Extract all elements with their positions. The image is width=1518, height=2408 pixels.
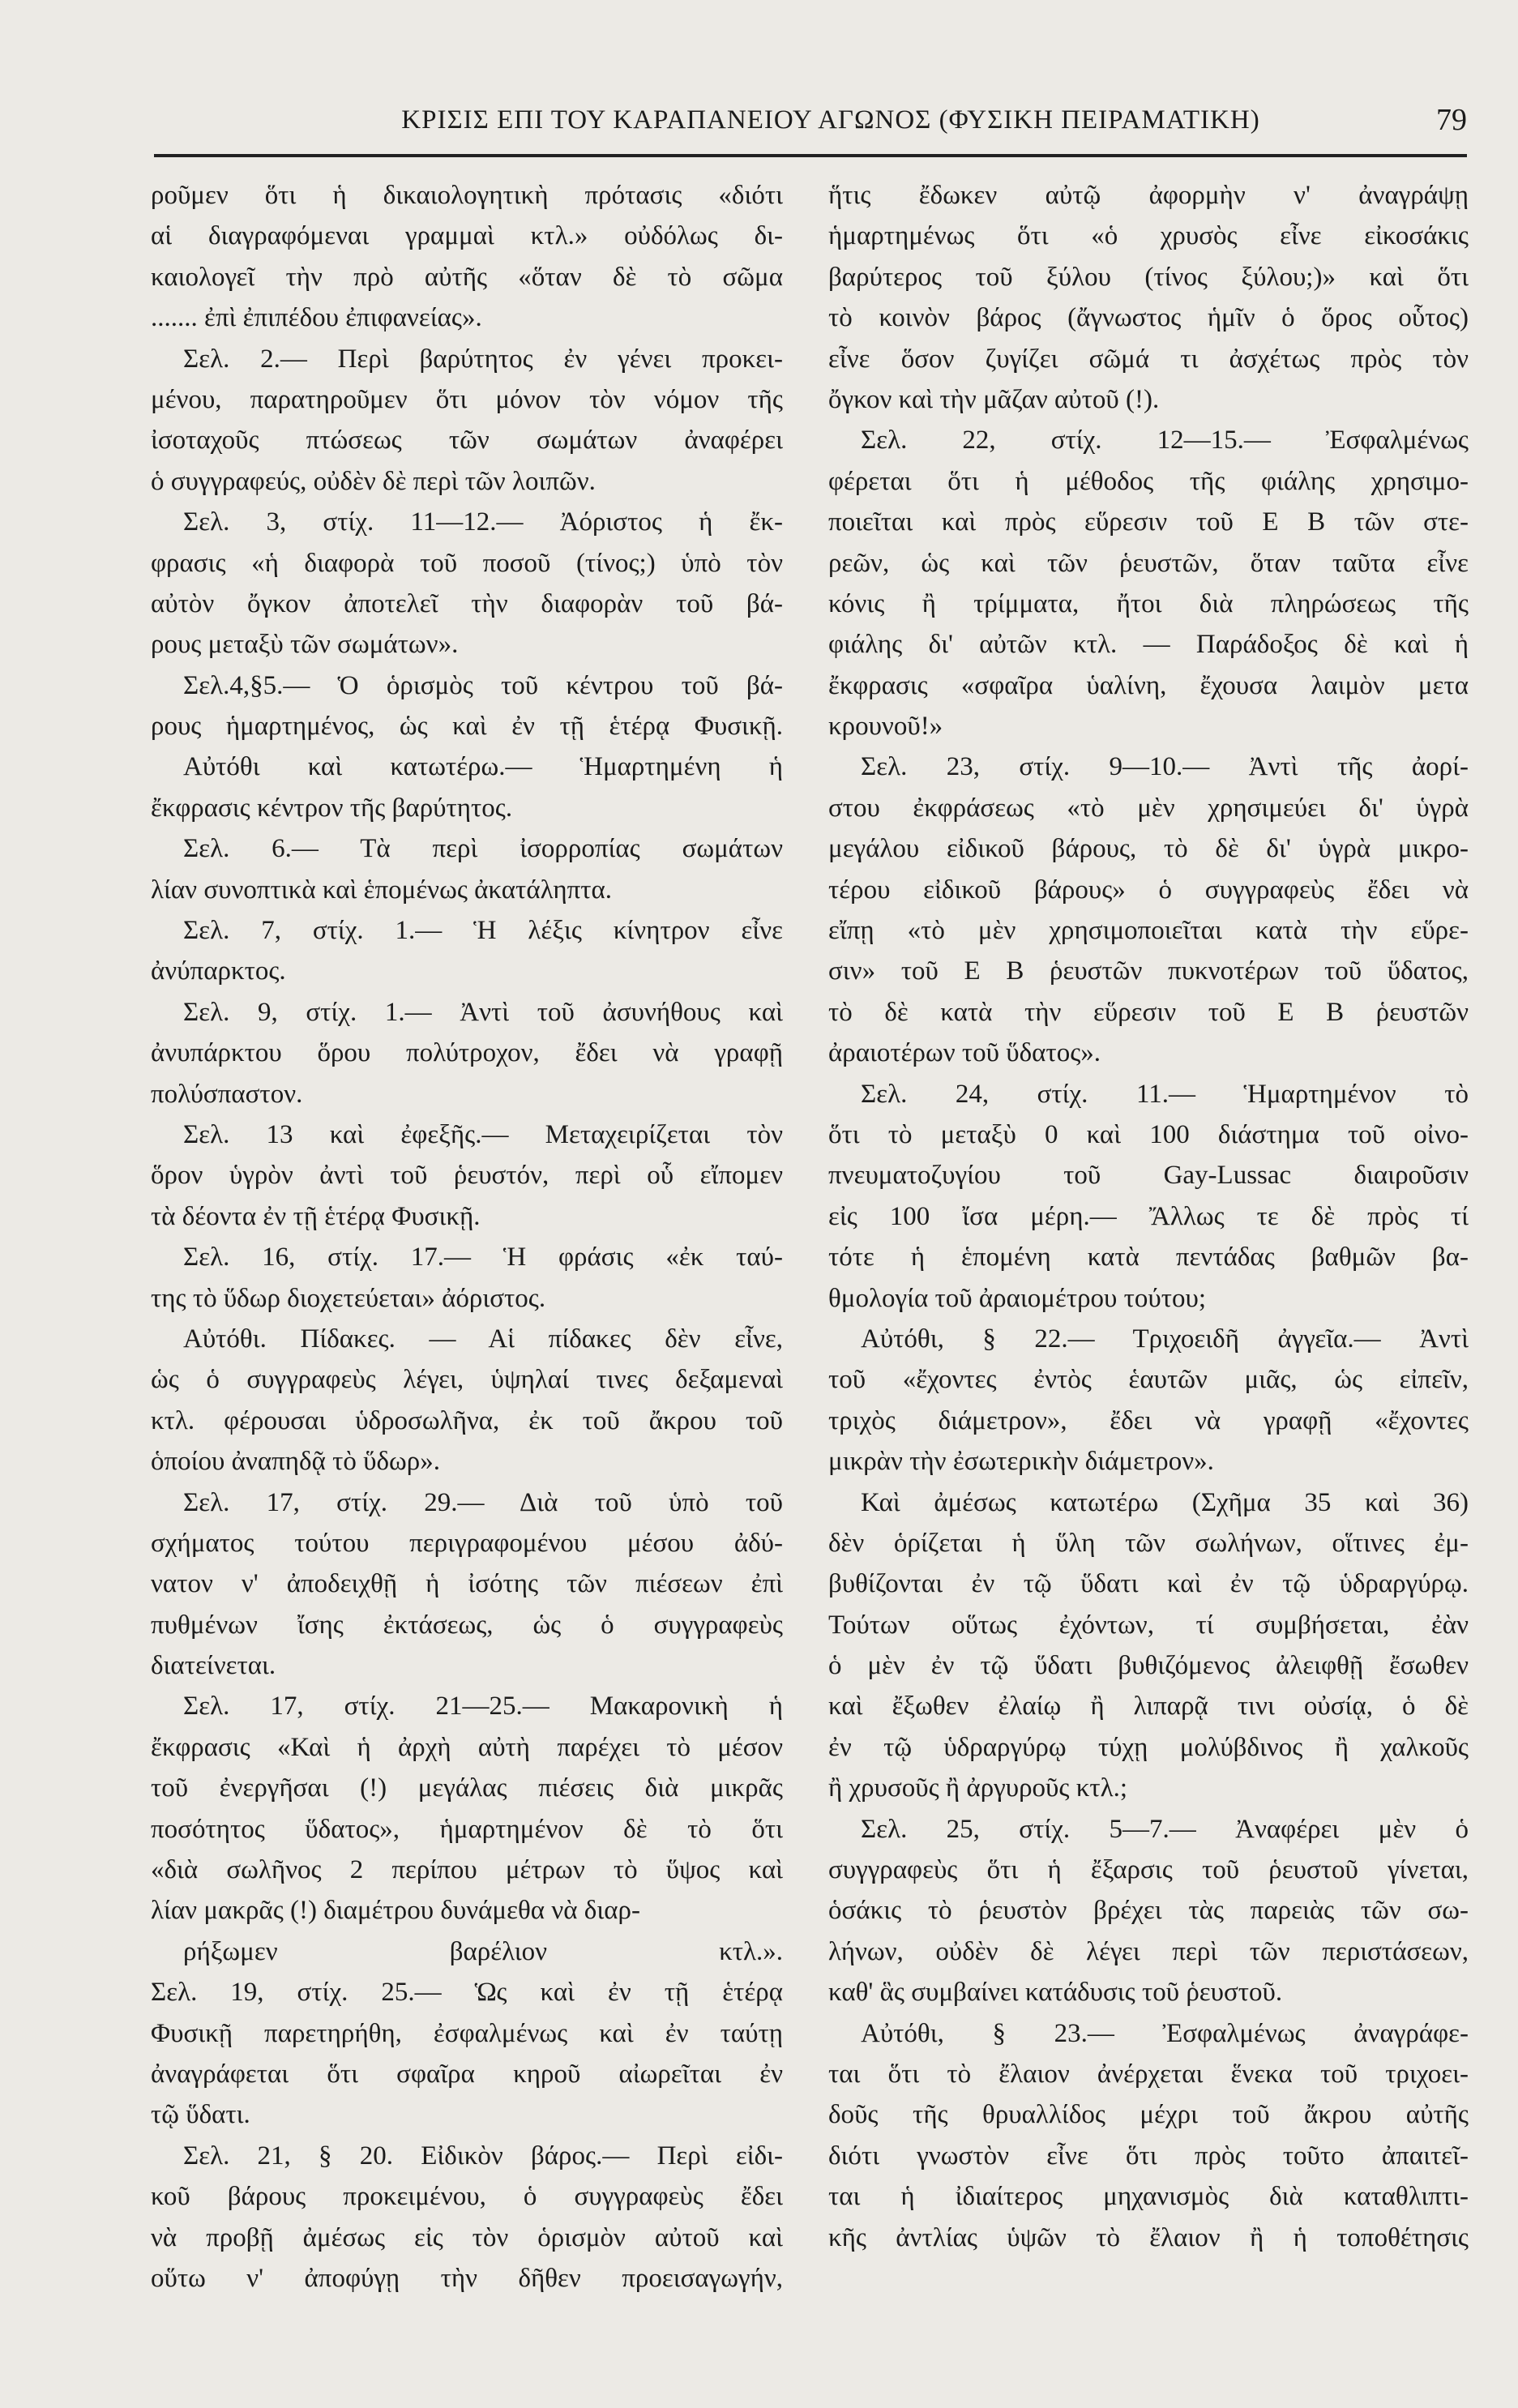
page-header <box>154 102 1467 151</box>
text-line: βυθίζονται ἐν τῷ ὕδατι καὶ ἐν τῷ ὑδραργύρῳ. <box>828 1569 1469 1599</box>
text-line: διότι γνωστὸν εἶνε ὅτι πρὸς τοῦτο ἀπαιτεῖ- <box>828 2141 1469 2171</box>
text-line: ἢ χρυσοῦς ἢ ἀργυροῦς κτλ.; <box>828 1773 1128 1803</box>
text-line: φιάλης δι' αὐτῶν κτλ. — Παράδοξος δὲ καὶ ἡ <box>828 630 1469 660</box>
text-line: λήνων, οὐδὲν δὲ λέγει περὶ τῶν περιστάσεων, <box>828 1936 1469 1966</box>
text-line: ὁ συγγραφεύς, οὐδὲν δὲ περὶ τῶν λοιπῶν. <box>151 466 596 496</box>
text-line: ὡς ὁ συγγραφεὺς λέγει, ὑψηλαί τινες δεξαμεναὶ <box>151 1365 783 1395</box>
text-line: σχήματος τούτου περιγραφομένου μέσου ἀδύ- <box>151 1528 783 1558</box>
text-line: εἶνε ὅσον ζυγίζει σῶμά τι ἀσχέτως πρὸς τὸν <box>828 344 1469 374</box>
text-line: ὁ μὲν ἐν τῷ ὕδατι βυθιζόμενος ἀλειφθῇ ἔσωθεν <box>828 1651 1469 1681</box>
text-line: στου ἐκφράσεως «τὸ μὲν χρησιμεύει δι' ὑγρὰ <box>828 793 1469 823</box>
text-line: ὅρον ὑγρὸν ἀντὶ τοῦ ῥευστόν, περὶ οὗ εἴπομεν <box>151 1161 783 1191</box>
text-line: τὸ δὲ κατὰ τὴν εὕρεσιν τοῦ Ε Β ῥευστῶν <box>828 997 1469 1027</box>
header-rule <box>154 154 1467 157</box>
text-line: της τὸ ὕδωρ διοχετεύεται» ἀόριστος. <box>151 1283 546 1313</box>
text-line: ρήξωμεν βαρέλιον κτλ.». <box>183 1936 783 1966</box>
text-line: ἀναγράφεται ὅτι σφαῖρα κηροῦ αἰωρεῖται ἐν <box>151 2059 783 2089</box>
text-line: ὅτι τὸ μεταξὺ 0 καὶ 100 διάστημα τοῦ οἰνο- <box>828 1119 1469 1149</box>
text-line: Σελ. 19, στίχ. 25.— Ὡς καὶ ἐν τῇ ἑτέρᾳ <box>151 1978 783 2008</box>
text-line: ἔκφρασις «Καὶ ἡ ἀρχὴ αὐτὴ παρέχει τὸ μέσον <box>151 1732 783 1762</box>
text-line: «διὰ σωλῆνος 2 περίπου μέτρων τὸ ὕψος καὶ <box>151 1855 783 1885</box>
text-line: δοῦς τῆς θρυαλλίδος μέχρι τοῦ ἄκρου αὐτῆς <box>828 2100 1469 2130</box>
text-line: ποσότητος ὕδατος», ἡμαρτημένον δὲ τὸ ὅτι <box>151 1814 783 1844</box>
text-line: ἔκφρασις «σφαῖρα ὑαλίνη, ἔχουσα λαιμὸν μετα <box>828 670 1469 700</box>
text-line: τῷ ὕδατι. <box>151 2100 250 2130</box>
text-line: Αὐτόθι, § 22.— Τριχοειδῆ ἀγγεῖα.— Ἀντὶ <box>861 1324 1469 1354</box>
text-line: ....... ἐπὶ ἐπιπέδου ἐπιφανείας». <box>151 303 482 333</box>
text-line: αὐτὸν ὄγκον ἀποτελεῖ τὴν διαφορὰν τοῦ βά- <box>151 588 783 618</box>
text-line: Σελ. 13 καὶ ἐφεξῆς.— Μεταχειρίζεται τὸν <box>183 1119 783 1149</box>
text-line: Σελ. 21, § 20. Εἰδικὸν βάρος.— Περὶ εἰδι- <box>183 2141 783 2171</box>
text-line: κῆς ἀντλίας ὑψῶν τὸ ἔλαιον ἢ ἡ τοποθέτησις <box>828 2222 1469 2252</box>
text-line: ἀραιοτέρων τοῦ ὕδατος». <box>828 1038 1101 1068</box>
text-line: ἔκφρασις κέντρον τῆς βαρύτητος. <box>151 793 513 823</box>
text-line: τοῦ «ἔχοντες ἐντὸς ἑαυτῶν μιᾶς, ὡς εἰπεῖν, <box>828 1365 1469 1395</box>
text-line: κτλ. φέρουσαι ὑδροσωλῆνα, ἐκ τοῦ ἄκρου τοῦ <box>151 1405 783 1435</box>
text-line: Τούτων οὕτως ἐχόντων, τί συμβήσεται, ἐὰν <box>828 1610 1469 1640</box>
text-line: ἀνύπαρκτος. <box>151 956 286 986</box>
text-line: ται ὅτι τὸ ἔλαιον ἀνέρχεται ἕνεκα τοῦ τριχοει- <box>828 2059 1469 2089</box>
text-line: διατείνεται. <box>151 1651 276 1681</box>
text-line: Σελ. 2.— Περὶ βαρύτητος ἐν γένει προκει- <box>183 344 783 374</box>
text-line: Φυσικῇ παρετηρήθη, ἐσφαλμένως καὶ ἐν ταύτῃ <box>151 2018 783 2048</box>
text-line: σιν» τοῦ Ε Β ῥευστῶν πυκνοτέρων τοῦ ὕδατος, <box>828 956 1469 986</box>
text-line: εἴπῃ «τὸ μὲν χρησιμοποιεῖται κατὰ τὴν εὕρε- <box>828 916 1469 946</box>
text-line: οὕτω ν' ἀποφύγῃ τὴν δῆθεν προεισαγωγήν, <box>151 2263 783 2293</box>
text-line: ρεῶν, ὡς καὶ τῶν ῥευστῶν, ὅταν ταῦτα εἶνε <box>828 548 1469 578</box>
text-line: μικρὰν τὴν ἐσωτερικὴν διάμετρον». <box>828 1447 1214 1477</box>
text-line: κρουνοῦ!» <box>828 712 943 742</box>
text-line: Σελ. 7, στίχ. 1.— Ἡ λέξις κίνητρον εἶνε <box>183 916 783 946</box>
text-line: κοῦ βάρους προκειμένου, ὁ συγγραφεὺς ἔδει <box>151 2182 783 2212</box>
text-line: πυθμένων ἴσης ἐκτάσεως, ὡς ὁ συγγραφεὺς <box>151 1610 783 1640</box>
text-line: φρασις «ἡ διαφορὰ τοῦ ποσοῦ (τίνος;) ὑπὸ τὸν <box>151 548 783 578</box>
text-line: ὁποίου ἀναπηδᾷ τὸ ὕδωρ». <box>151 1447 440 1477</box>
text-line: ὁσάκις τὸ ῥευστὸν βρέχει τὰς παρειὰς τῶν σω- <box>828 1896 1469 1926</box>
text-line: πνευματοζυγίου τοῦ Gay-Lussac διαιροῦσιν <box>828 1161 1469 1191</box>
text-line: μεγάλου εἰδικοῦ βάρους, τὸ δὲ δι' ὑγρὰ μικρο- <box>828 834 1469 864</box>
text-line: ἡμαρτημένως ὅτι «ὁ χρυσὸς εἶνε εἰκοσάκις <box>828 221 1469 251</box>
text-line: Σελ. 22, στίχ. 12—15.— Ἐσφαλμένως <box>861 426 1469 456</box>
text-line: Σελ. 17, στίχ. 29.— Διὰ τοῦ ὑπὸ τοῦ <box>183 1487 783 1517</box>
text-line: Σελ.4,§5.— Ὁ ὁρισμὸς τοῦ κέντρου τοῦ βά- <box>183 670 783 700</box>
text-line: ται ἡ ἰδιαίτερος μηχανισμὸς διὰ καταθλιπτι- <box>828 2182 1469 2212</box>
text-line: Καὶ ἀμέσως κατωτέρω (Σχῆμα 35 καὶ 36) <box>861 1487 1469 1517</box>
text-line: τριχὸς διάμετρον», ἔδει νὰ γραφῇ «ἔχοντες <box>828 1405 1469 1435</box>
text-line: εἰς 100 ἴσα μέρη.— Ἄλλως τε δὲ πρὸς τί <box>828 1201 1469 1231</box>
text-line: καθ' ἃς συμβαίνει κατάδυσις τοῦ ῥευστοῦ. <box>828 1978 1283 2008</box>
text-line: τότε ἡ ἑπομένη κατὰ πεντάδας βαθμῶν βα- <box>828 1242 1469 1272</box>
text-line: κόνις ἢ τρίμματα, ἤτοι διὰ πληρώσεως τῆς <box>828 588 1469 618</box>
text-line: δὲν ὁρίζεται ἡ ὕλη τῶν σωλήνων, οἵτινες ἐμ- <box>828 1528 1469 1558</box>
text-line: καὶ ἔξωθεν ἐλαίῳ ἢ λιπαρᾷ τινι οὐσίᾳ, ὁ δὲ <box>828 1692 1469 1722</box>
text-line: τὰ δέοντα ἐν τῇ ἑτέρᾳ Φυσικῇ. <box>151 1201 481 1231</box>
text-line: τέρου εἰδικοῦ βάρους» ὁ συγγραφεὺς ἔδει νὰ <box>828 875 1469 905</box>
text-line: καιολογεῖ τὴν πρὸ αὐτῆς «ὅταν δὲ τὸ σῶμα <box>151 262 783 292</box>
text-line: Αὐτόθι, § 23.— Ἐσφαλμένως ἀναγράφε- <box>861 2018 1469 2048</box>
text-line: ροῦμεν ὅτι ἡ δικαιολογητικὴ πρότασις «διότι <box>151 181 783 210</box>
text-line: Σελ. 16, στίχ. 17.— Ἡ φράσις «ἐκ ταύ- <box>183 1242 783 1272</box>
text-line: Αὐτόθι καὶ κατωτέρω.— Ἡμαρτημένη ἡ <box>183 752 783 782</box>
text-line: Σελ. 6.— Τὰ περὶ ἰσορροπίας σωμάτων <box>183 834 783 864</box>
text-line: μένου, παρατηροῦμεν ὅτι μόνον τὸν νόμον τῆς <box>151 384 783 414</box>
text-line: τὸ κοινὸν βάρος (ἄγνωστος ἡμῖν ὁ ὅρος οὗτος) <box>828 303 1469 333</box>
text-line: ποιεῖται καὶ πρὸς εὕρεσιν τοῦ Ε Β τῶν στε- <box>828 507 1469 537</box>
text-line: λίαν μακρᾶς (!) διαμέτρου δυνάμεθα νὰ διαρ- <box>151 1896 640 1926</box>
text-line: ἰσοταχοῦς πτώσεως τῶν σωμάτων ἀναφέρει <box>151 426 783 456</box>
text-line: Σελ. 3, στίχ. 11—12.— Ἀόριστος ἡ ἔκ- <box>183 507 783 537</box>
text-line: Σελ. 24, στίχ. 11.— Ἡμαρτημένον τὸ <box>861 1079 1469 1109</box>
text-line: ἥτις ἔδωκεν αὐτῷ ἀφορμὴν ν' ἀναγράψῃ <box>828 181 1469 210</box>
text-line: θμολογία τοῦ ἀραιομέτρου τούτου; <box>828 1283 1207 1313</box>
running-head: ΚΡΙΣΙΣ ΕΠΙ ΤΟΥ ΚΑΡΑΠΑΝΕΙΟΥ ΑΓΩΝΟΣ (ΦΥΣΙΚΗ ΠΕΙΡΑΜΑΤΙΚΗ) <box>401 105 1260 135</box>
text-line: Σελ. 23, στίχ. 9—10.— Ἀντὶ τῆς ἀορί- <box>861 752 1469 782</box>
text-line: Σελ. 17, στίχ. 21—25.— Μακαρονικὴ ἡ <box>183 1692 783 1722</box>
text-line: νατον ν' ἀποδειχθῇ ἡ ἰσότης τῶν πιέσεων ἐπὶ <box>151 1569 783 1599</box>
text-line: ἐν τῷ ὑδραργύρῳ τύχῃ μολύβδινος ἢ χαλκοῦς <box>828 1732 1469 1762</box>
text-line: νὰ προβῇ ἀμέσως εἰς τὸν ὁρισμὸν αὐτοῦ καὶ <box>151 2222 783 2252</box>
text-line: ὄγκον καὶ τὴν μᾶζαν αὐτοῦ (!). <box>828 384 1160 414</box>
text-line: πολύσπαστον. <box>151 1079 303 1109</box>
page-number: 79 <box>1436 103 1467 137</box>
text-line: φέρεται ὅτι ἡ μέθοδος τῆς φιάλης χρησιμο- <box>828 466 1469 496</box>
text-line: Αὐτόθι. Πίδακες. — Αἱ πίδακες δὲν εἶνε, <box>183 1324 783 1354</box>
text-line: συγγραφεὺς ὅτι ἡ ἔξαρσις τοῦ ῥευστοῦ γίνεται, <box>828 1855 1469 1885</box>
text-line: Σελ. 25, στίχ. 5—7.— Ἀναφέρει μὲν ὁ <box>861 1814 1469 1844</box>
text-line: βαρύτερος τοῦ ξύλου (τίνος ξύλου;)» καὶ ὅτι <box>828 262 1469 292</box>
text-line: λίαν συνοπτικὰ καὶ ἑπομένως ἀκατάληπτα. <box>151 875 613 905</box>
text-line: ρους ἡμαρτημένος, ὡς καὶ ἐν τῇ ἑτέρᾳ Φυσικῇ. <box>151 712 783 742</box>
text-line: τοῦ ἐνεργῆσαι (!) μεγάλας πιέσεις διὰ μικρᾶς <box>151 1773 783 1803</box>
left-column <box>151 175 783 2363</box>
text-line: ρους μεταξὺ τῶν σωμάτων». <box>151 630 459 660</box>
text-line: αἱ διαγραφόμεναι γραμμαὶ κτλ.» οὐδόλως δι- <box>151 221 783 251</box>
text-line: Σελ. 9, στίχ. 1.— Ἀντὶ τοῦ ἀσυνήθους καὶ <box>183 997 783 1027</box>
right-column <box>828 175 1469 2363</box>
text-line: ἀνυπάρκτου ὅρου πολύτροχον, ἔδει νὰ γραφῇ <box>151 1038 783 1068</box>
